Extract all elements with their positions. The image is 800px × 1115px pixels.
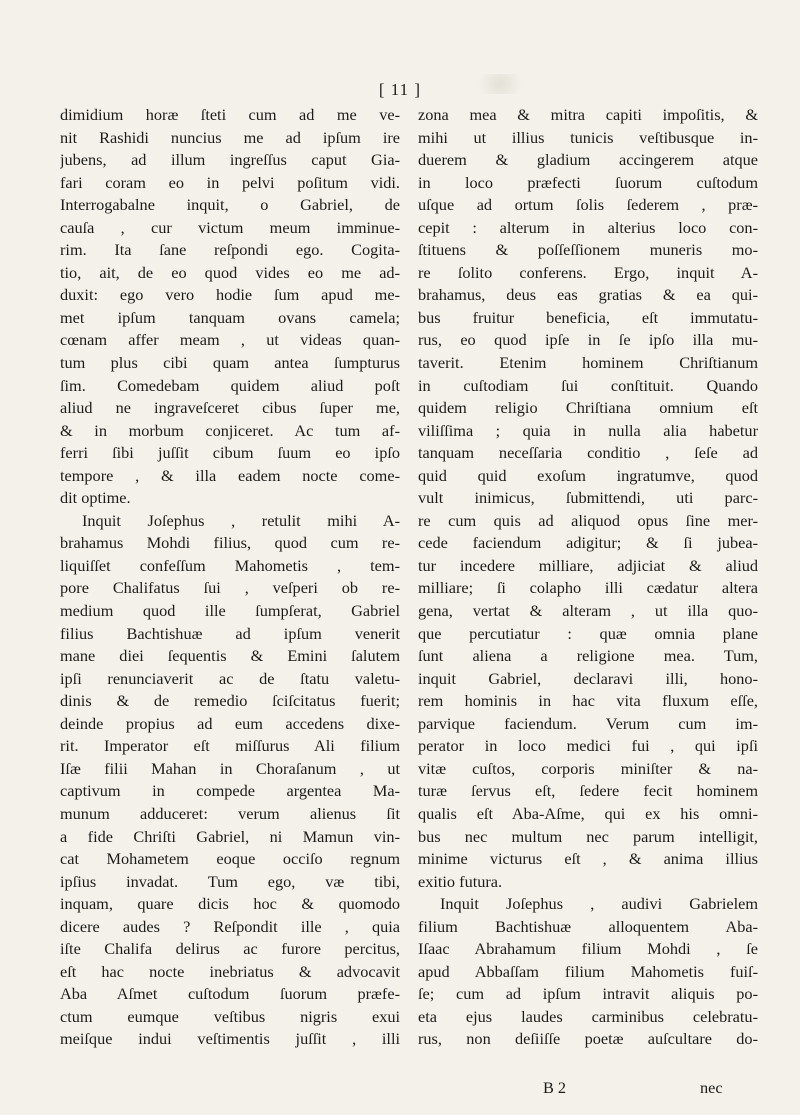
text-line: cepit : alterum in alterius loco con- [418, 217, 758, 237]
text-line: tum plus cibi quam antea ſumpturus [60, 353, 400, 373]
text-line: filius Bachtishuæ ad ipſum venerit [60, 623, 400, 643]
text-line: Iſæ filii Mahan in Choraſanum , ut [60, 758, 400, 778]
text-line: vitæ cuſtos, corporis miniſter & na- [418, 758, 758, 778]
text-line: tur incedere milliare, adjiciat & aliud [418, 555, 758, 575]
text-line: rus, non deſiiſſe poetæ auſcultare do- [418, 1029, 758, 1049]
text-line: ſe; cum ad ipſum intravit aliquis po- [418, 984, 758, 1004]
text-line: quidem religio Chriſtiana omnium eſt [418, 398, 758, 418]
text-line: inquit Gabriel, declaravi illi, hono- [418, 668, 758, 688]
text-line: met ipſum tanquam ovans camela; [60, 307, 400, 327]
text-line: rus, eo quod ipſe in ſe ipſo illa mu- [418, 330, 758, 350]
text-line: Interrogabalne inquit, o Gabriel, de [60, 195, 400, 215]
text-line: eſt hac nocte inebriatus & advocavit [60, 961, 400, 981]
text-line: re ſolito conferens. Ergo, inquit A- [418, 262, 758, 282]
text-line: ctum eumque veſtibus nigris exui [60, 1006, 400, 1026]
text-line: filium Bachtishuæ alloquentem Aba- [418, 916, 758, 936]
text-line: ſtituens & poſſeſſionem muneris mo- [418, 240, 758, 260]
text-line: quid quid exoſum ingratumve, quod [418, 465, 758, 485]
text-line: apud Abbaſſam filium Mahometis fuiſ- [418, 961, 758, 981]
text-line: duxit: ego vero hodie ſum apud me- [60, 285, 400, 305]
text-line: tio, ait, de eo quod vides eo me ad- [60, 262, 400, 282]
text-line: rit. Imperator eſt miſſurus Ali filium [60, 736, 400, 756]
text-line: Iſaac Abrahamum filium Mohdi , ſe [418, 939, 758, 959]
text-line: exitio futura. [418, 871, 503, 891]
text-line: perator in loco medici fui , qui ipſi [418, 736, 758, 756]
text-line: deinde propius ad eum accedens dixe- [60, 713, 400, 733]
text-line: zona mea & mitra capiti impoſitis, & [418, 105, 758, 124]
left-column [60, 104, 400, 1051]
text-line: uſque ad ortum ſolis ſederem , præ- [418, 195, 758, 215]
text-line: dit optime. [60, 488, 131, 508]
text-line: bus fruitur beneficia, eſt immutatu- [418, 307, 758, 327]
text-line: in cuſtodiam ſui conſtituit. Quando [418, 375, 758, 395]
page-number: [ 11 ] [378, 80, 422, 99]
text-line: re cum quis ad aliquod opus ſine mer- [418, 510, 758, 530]
text-line: inquam, quare dicis hoc & quomodo [60, 894, 400, 914]
text-line: rim. Ita ſane reſpondi ego. Cogita- [60, 240, 400, 260]
text-line: vult inimicus, ſubmittendi, uti parc- [418, 488, 758, 508]
text-line: tempore , & illa eadem nocte come- [60, 465, 400, 485]
text-line: liquiſſet confeſſum Mahometis , tem- [60, 555, 400, 575]
text-line: mihi ut illius tunicis veſtibusque in- [418, 127, 758, 147]
signature-mark: B 2 [543, 1078, 567, 1097]
text-line: que percutiatur : quæ omnia plane [418, 623, 758, 643]
text-line: meiſque indui veſtimentis juſſit , illi [60, 1029, 400, 1049]
text-line: ipſius invadat. Tum ego, væ tibi, [60, 871, 400, 891]
text-line: duerem & gladium accingerem atque [418, 150, 758, 170]
text-line: captivum in compede argentea Ma- [60, 781, 400, 801]
text-line: parvique faciendum. Verum cum im- [418, 713, 758, 733]
text-line: mane diei ſequentis & Emini ſalutem [60, 646, 400, 666]
text-line: cat Mohametem eoque occiſo regnum [60, 849, 400, 869]
text-line: gena, vertat & alteram , ut illa quo- [418, 601, 758, 621]
text-line: viliſſima ; quia in nulla alia habetur [418, 420, 758, 440]
text-line: rem hominis in hac vita fluxum eſſe, [418, 691, 758, 711]
text-line: Inquit Joſephus , audivi Gabrielem [440, 894, 758, 914]
text-line: nit Rashidi nuncius me ad ipſum ire [60, 127, 400, 147]
text-line: tanquam neceſſaria conditio , ſeſe ad [418, 443, 758, 463]
text-line: cauſa , cur victum meum imminue- [60, 217, 400, 237]
text-line: minime victurus eſt , & anima illius [418, 849, 758, 869]
text-line: brahamus Mohdi filius, quod cum re- [60, 533, 400, 553]
text-line: a fide Chriſti Gabriel, ni Mamun vin- [60, 826, 400, 846]
text-line: aliud ne ingraveſceret cibus ſuper me, [60, 398, 400, 418]
text-line: ſunt aliena a religione mea. Tum, [418, 646, 758, 666]
text-line: ipſi renunciaverit ac de ſtatu valetu- [60, 668, 400, 688]
text-line: & in morbum conjiceret. Ac tum af- [60, 420, 400, 440]
text-line: taverit. Etenim hominem Chriſtianum [418, 353, 758, 373]
text-line: qualis eſt Aba-Aſme, qui ex his omni- [418, 803, 758, 823]
text-line: Aba Aſmet cuſtodum ſuorum præfe- [60, 984, 400, 1004]
text-line: cœnam affer meam , ut videas quan- [60, 330, 400, 350]
text-line: brahamus, deus eas gratias & ea qui- [418, 285, 758, 305]
text-line: pore Chalifatus ſui , veſperi ob re- [60, 578, 400, 598]
text-line: in loco præfecti ſuorum cuſtodum [418, 172, 758, 192]
text-line: munum adduceret: verum alienus ſit [60, 803, 400, 823]
text-line: iſte Chalifa delirus ac furore percitus, [60, 939, 400, 959]
text-line: milliare; ſi colapho illi cædatur altera [418, 578, 758, 598]
text-line: bus nec multum nec parum intelligit, [418, 826, 758, 846]
text-line: medium quod ille ſumpſerat, Gabriel [60, 601, 400, 621]
text-line: ſim. Comedebam quidem aliud poſt [60, 375, 400, 395]
text-line: cede faciendum adigitur; & ſi jubea- [418, 533, 758, 553]
text-line: eta ejus laudes carminibus celebratu- [418, 1006, 758, 1026]
catchword: nec [700, 1078, 723, 1097]
right-column [418, 104, 758, 1051]
text-line: ferri ſibi juſſit cibum ſuum eo ipſo [60, 443, 400, 463]
text-line: dinis & de remedio ſciſcitatus fuerit; [60, 691, 400, 711]
text-line: jubens, ad illum ingreſſus caput Gia- [60, 150, 400, 170]
text-line: fari coram eo in pelvi poſitum vidi. [60, 172, 400, 192]
text-line: dicere audes ? Reſpondit ille , quia [60, 916, 400, 936]
text-line: turæ ſervus eſt, ſedere fecit hominem [418, 781, 758, 801]
text-line: dimidium horæ ſteti cum ad me ve- [60, 105, 400, 124]
text-line: Inquit Joſephus , retulit mihi A- [82, 510, 400, 530]
